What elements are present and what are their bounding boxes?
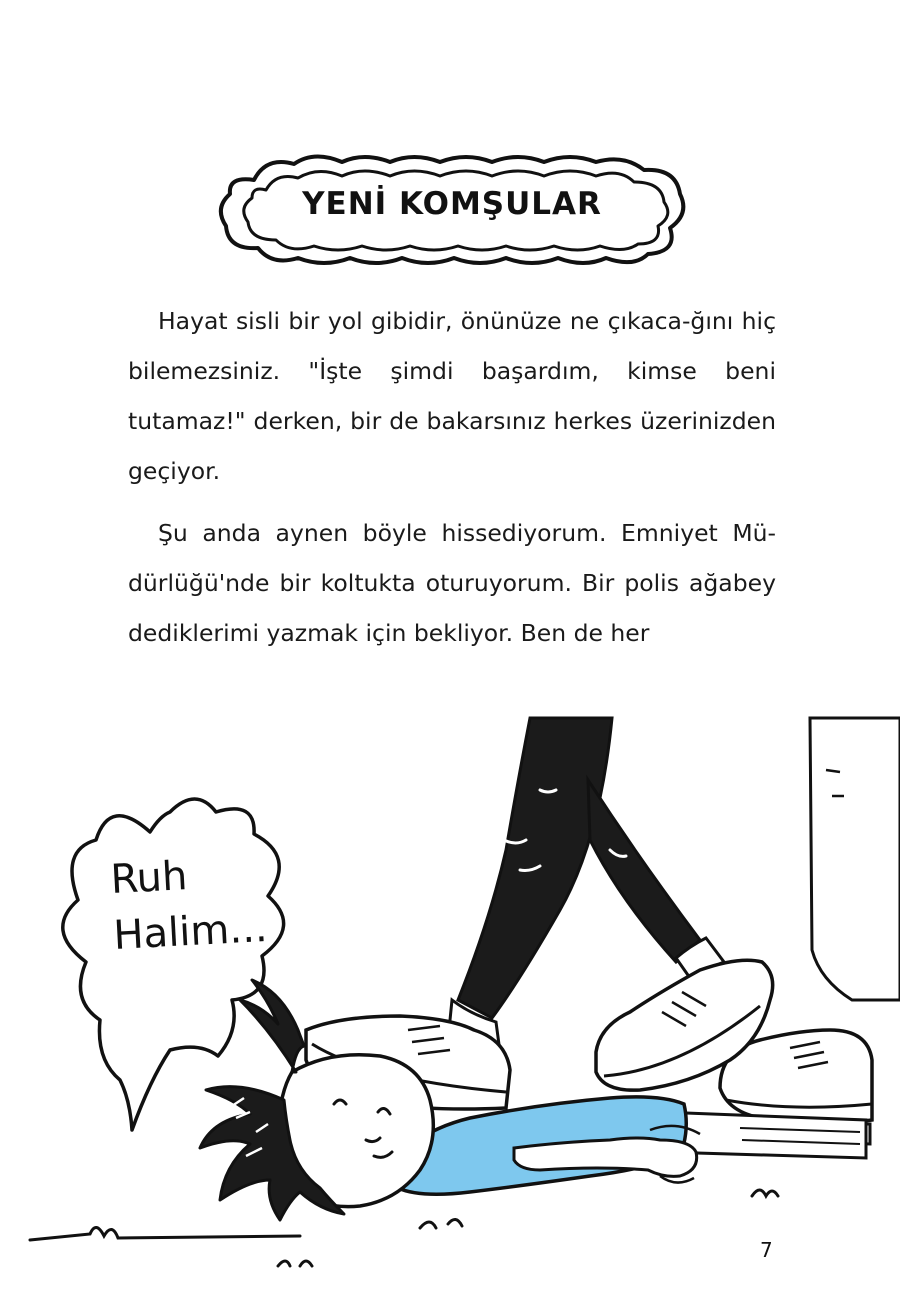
illustration-stepped-on-boy [0,700,900,1300]
ground-line-icon [30,1190,778,1266]
paragraph-1: Hayat sisli bir yol gibidir, önünüze ne çıkaca-ğını hiç bilemezsiniz. "İşte şimdi başardım, kimse beni tutamaz!" derken, bir de bakarsınız herkes üzerinizden geçiyor. [128,307,776,485]
black-pants-right-leg [588,780,700,962]
chapter-title-cloud [214,150,690,268]
chapter-title: YENİ KOMŞULAR [302,186,602,222]
speech-bubble-text: Ruh Halim... [109,853,269,959]
page-number: 7 [760,1238,773,1262]
paragraph-2: Şu anda aynen böyle hissediyorum. Emniyet Mü-dürlüğü'nde bir koltukta oturuyorum. Bir polis ağabey dediklerimi yazmak için bekliyor. Ben de her [128,519,776,647]
story-text [128,296,776,670]
